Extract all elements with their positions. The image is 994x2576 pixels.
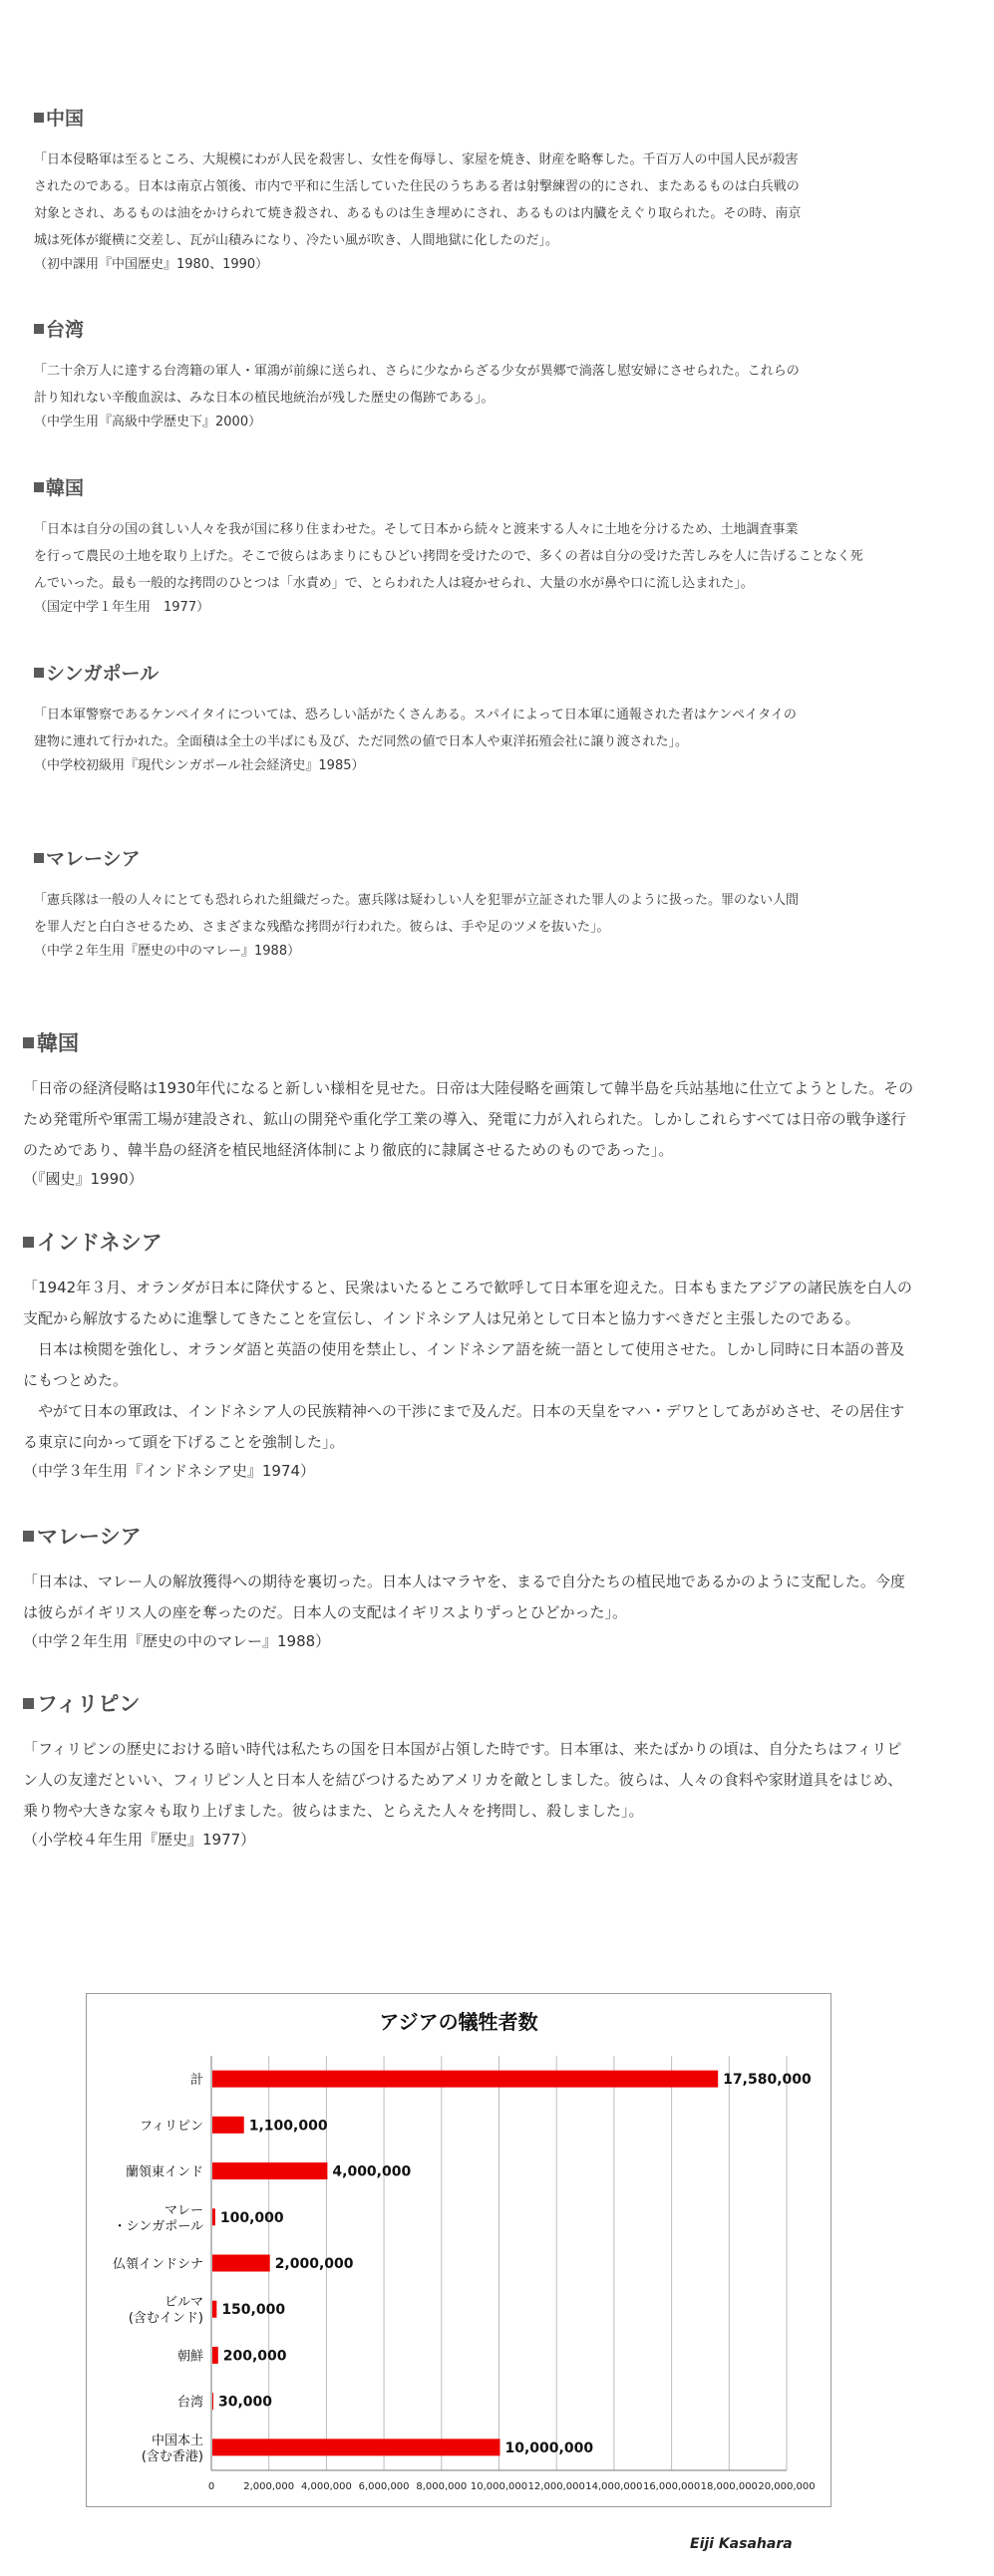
chart-x-ticks [208, 2481, 816, 2492]
value-label: 1,100,000 [248, 2118, 328, 2135]
section-body: 「日本は、マレー人の解放獲得への期待を裏切った。日本人はマラヤを、まるで自分たちの植民地であるかのように支配した。今度 は彼らがイギリス人の座を奪ったのだ。日本人の支配はイギリスよりずっとひどかった」。 [23, 1573, 905, 1621]
chart-category-labels [113, 2072, 203, 2464]
section-source: （中学２年生用『歴史の中のマレー』1988） [23, 1632, 331, 1650]
x-tick-label: 4,000,000 [300, 2481, 352, 2492]
section-source: （中学校初級用『現代シンガポール社会経済史』1985） [34, 758, 365, 773]
section-taiwan [34, 318, 931, 433]
square-bullet-icon [23, 1037, 34, 1048]
section-heading: マレーシア [23, 1524, 980, 1550]
chart-value-labels [218, 2072, 812, 2456]
author-signature: Eiji Kasahara [690, 2536, 793, 2552]
section-heading: シンガポール [34, 662, 931, 686]
square-bullet-icon [34, 113, 44, 123]
section-source: （『國史』1990） [23, 1170, 144, 1188]
x-tick-label: 6,000,000 [358, 2481, 410, 2492]
chart-bar [212, 2208, 215, 2225]
section-source: （中学２年生用『歴史の中のマレー』1988） [34, 944, 301, 959]
square-bullet-icon [34, 324, 44, 334]
chart-bar [212, 2071, 718, 2088]
chart-bar [212, 2301, 216, 2318]
chart-bar [212, 2255, 270, 2272]
section-malaysia-2 [23, 1524, 980, 1654]
x-tick-label: 16,000,000 [642, 2481, 701, 2492]
section-malaysia-1 [34, 847, 931, 963]
section-china [34, 107, 931, 276]
x-tick-label: 8,000,000 [416, 2481, 468, 2492]
casualties-chart [86, 1993, 831, 2507]
section-body: 「日本侵略軍は至るところ、大規模にわが人民を殺害し、女性を侮辱し、家屋を焼き、財産を略奪した。千百万人の中国人民が殺害 されたのである。日本は南京占領後、市内で平和に生活していた住民のうちある者は射撃練習の的にされ、またあるものは白兵戦の 対象とされ、あるものは油をかけられて焼き殺され、あるものは生き埋めにされ、あるものは内臓をえぐり取られた。その時、南京 城は死体が縦横に交差し、瓦が山積みになり、冷たい風が吹き、人間地獄に化したのだ」。 [34, 152, 802, 248]
section-body: 「日本軍警察であるケンペイタイについては、恐ろしい話がたくさんある。スパイによって日本軍に通報された者はケンペイタイの 建物に連れて行かれた。全面積は全土の半ばにも及び、ただ同然の値で日本人や東洋拓殖会社に譲り渡された」。 [34, 708, 797, 749]
x-tick-label: 20,000,000 [758, 2481, 816, 2492]
chart-svg [87, 1994, 830, 2506]
section-body: 「日本は自分の国の貧しい人々を我が国に移り住まわせた。そして日本から続々と渡来する人々に土地を分けるため、土地調査事業 を行って農民の土地を取り上げた。そこで彼らはあまりにもひどい拷問を受けたので、多くの者は自分の受けた苦しみを人に告げることなく死 んでいった。最も一般的な拷問のひとつは「水責め」で、とらわれた人は寝かせられ、大量の水が鼻や口に流し込まれた」。 [34, 522, 863, 591]
value-label: 10,000,000 [504, 2439, 594, 2456]
section-body: 「日帝の経済侵略は1930年代になると新しい様相を見せた。日帝は大陸侵略を画策して韓半島を兵站基地に仕立てようとした。その ため発電所や軍需工場が建設され、鉱山の開発や重化学工業の導入、発電に力が入れられた。しかしこれらすべては日帝の戦争遂行 のためであり、韓半島の経済を植民地経済体制により徹底的に隷属させるためのものであった」。 [23, 1079, 914, 1159]
x-tick-label: 2,000,000 [243, 2481, 295, 2492]
value-label: 17,580,000 [723, 2072, 812, 2089]
category-label: 蘭領東インド [125, 2164, 203, 2180]
x-tick-label: 0 [207, 2481, 215, 2492]
value-label: 200,000 [222, 2348, 287, 2365]
section-heading: 韓国 [34, 476, 931, 500]
square-bullet-icon [23, 1531, 34, 1542]
category-label: 朝鮮 [176, 2349, 203, 2365]
section-heading: インドネシア [23, 1230, 980, 1256]
value-label: 100,000 [219, 2209, 284, 2226]
x-tick-label: 12,000,000 [527, 2481, 585, 2492]
square-bullet-icon [34, 482, 44, 492]
category-label: マレー・シンガポール [113, 2202, 203, 2234]
chart-bar [212, 2117, 244, 2134]
category-label: 中国本土(含む香港) [141, 2433, 203, 2464]
section-heading: 中国 [34, 107, 931, 131]
section-body: 「二十余万人に達する台湾籍の軍人・軍鴻が前線に送られ、さらに少なからざる少女が異郷で淌落し慰安婦にさせられた。これらの 計り知れない辛酸血涙は、みな日本の植民地統治が残した歴史の傷跡である」。 [34, 364, 800, 406]
section-philippines [23, 1691, 980, 1853]
section-body: 「フィリピンの歴史における暗い時代は私たちの国を日本国が占領した時です。日本軍は、来たばかりの頃は、自分たちはフィリピ ン人の友達だといい、フィリピン人と日本人を結びつけるためアメリカを敵としました。彼らは、人々の食料や家財道具をはじめ、 乗り物や大きな家々も取り上げました。彼らはまた、とらえた人々を拷問し、殺しました」。 [23, 1740, 903, 1820]
chart-title: アジアの犠牲者数 [379, 2010, 538, 2034]
section-body: 「憲兵隊は一般の人々にとても恐れられた組織だった。憲兵隊は疑わしい人を犯罪が立証された罪人のように扱った。罪のない人間 を罪人だと白白させるため、さまざまな残酷な拷問が行われた。彼らは、手や足のツメを抜いた」。 [34, 893, 800, 935]
section-source: （小学校４年生用『歴史』1977） [23, 1831, 256, 1849]
square-bullet-icon [23, 1237, 34, 1248]
section-indonesia [23, 1230, 980, 1484]
value-label: 4,000,000 [332, 2163, 412, 2180]
chart-bar [212, 2438, 500, 2455]
section-source: （中学３年生用『インドネシア史』1974） [23, 1462, 316, 1480]
square-bullet-icon [34, 853, 44, 863]
category-label: フィリピン [140, 2119, 203, 2135]
category-label: ビルマ(含むインド) [128, 2295, 203, 2327]
chart-bar [212, 2162, 327, 2179]
section-korea-2 [23, 1030, 980, 1192]
category-label: 計 [189, 2073, 203, 2089]
section-source: （国定中学１年生用 1977） [34, 600, 210, 615]
x-tick-label: 18,000,000 [700, 2481, 758, 2492]
category-label: 仏領インドシナ [112, 2257, 203, 2272]
section-singapore [34, 662, 931, 777]
square-bullet-icon [23, 1698, 34, 1709]
section-body: 「1942年３月、オランダが日本に降伏すると、民衆はいたるところで歓呼して日本軍を迎えた。日本もまたアジアの諸民族を白人の 支配から解放するために進撃してきたことを宣伝し、インドネシア人は兄弟として日本と協力すべきだと主張したのである。 日本は検閲を強化し、オランダ語と英語の使用を禁止し、インドネシア語を統一語として使用させた。しかし同時に日本語の普及 にもつとめた。 やがて日本の軍政は、インドネシア人の民族精神への干渉にまで及んだ。日本の天皇をマハ・デワとしてあがめさせ、その居住す る東京に向かって頭を下げることを強制した」。 [23, 1279, 912, 1451]
category-label: 台湾 [176, 2395, 203, 2411]
x-tick-label: 10,000,000 [470, 2481, 528, 2492]
section-heading: 韓国 [23, 1030, 980, 1056]
section-source: （初中課用『中国歴史』1980、1990） [34, 257, 269, 272]
value-label: 2,000,000 [274, 2256, 354, 2272]
x-tick-label: 14,000,000 [585, 2481, 643, 2492]
section-korea-1 [34, 476, 931, 619]
section-heading: フィリピン [23, 1691, 980, 1717]
value-label: 150,000 [221, 2302, 286, 2319]
section-source: （中学生用『高級中学歴史下』2000） [34, 415, 262, 429]
section-heading: 台湾 [34, 318, 931, 342]
value-label: 30,000 [218, 2394, 273, 2411]
chart-bar [212, 2393, 213, 2410]
chart-bar [212, 2347, 218, 2364]
section-heading: マレーシア [34, 847, 931, 871]
square-bullet-icon [34, 668, 44, 678]
